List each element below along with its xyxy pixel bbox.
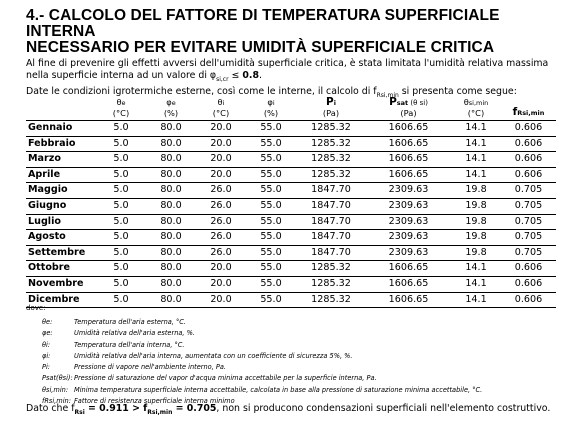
value-cell: 80.0 (146, 245, 196, 261)
month-cell: Ottobre (26, 261, 96, 277)
table-row (26, 152, 556, 168)
table-row (26, 167, 556, 183)
conclusion-mid-1: = 0.911 > f (84, 403, 148, 414)
value-cell: 0.705 (501, 214, 556, 230)
legend (26, 304, 566, 407)
legend-dove: dove: (26, 304, 46, 312)
title-line-2: NECESSARIO PER EVITARE UMIDITÀ SUPERFICIALE CRITICA (26, 39, 495, 56)
legend-description: Fattore di resistenza superficiale interna minimo (74, 397, 235, 406)
value-cell: 80.0 (146, 198, 196, 214)
value-cell: 80.0 (146, 167, 196, 183)
month-cell: Marzo (26, 152, 96, 168)
value-cell: 0.705 (501, 183, 556, 199)
table-row (26, 261, 556, 277)
value-cell: 1285.32 (296, 152, 366, 168)
value-cell: 14.1 (451, 276, 501, 292)
header-empty (26, 97, 96, 121)
table-row (26, 198, 556, 214)
legend-description: Temperatura dell'aria interna, °C. (74, 340, 185, 349)
value-cell: 80.0 (146, 152, 196, 168)
intro-line-2-op: ≤ (231, 70, 240, 81)
value-cell: 0.606 (501, 292, 556, 308)
value-cell: 20.0 (196, 121, 246, 137)
value-cell: 2309.63 (366, 198, 451, 214)
value-cell: 1606.65 (366, 167, 451, 183)
legend-items (26, 317, 566, 407)
intro-line-2-end: . (259, 70, 262, 81)
value-cell: 14.1 (451, 152, 501, 168)
header-cell: Psat (θ si) (Pa) (389, 96, 428, 118)
legend-symbol: φe: (42, 329, 53, 338)
value-cell: 5.0 (96, 245, 146, 261)
month-cell: Luglio (26, 214, 96, 230)
legend-symbol: Psat(θsi): (42, 374, 73, 383)
value-cell: 5.0 (96, 167, 146, 183)
value-cell: 26.0 (196, 183, 246, 199)
intro-line-1: Al fine di prevenire gli effetti avversi dell'umidità superficiale critica, è stata limitata l'umidità relativa massima (26, 58, 549, 69)
legend-description: Temperatura dell'aria esterna, °C. (74, 318, 186, 326)
value-cell: 55.0 (246, 214, 296, 230)
value-cell: 1606.65 (366, 121, 451, 137)
value-cell: 26.0 (196, 230, 246, 246)
value-cell: 20.0 (196, 152, 246, 168)
table-row (26, 183, 556, 199)
value-cell: 1847.70 (296, 198, 366, 214)
value-cell: 1285.32 (296, 261, 366, 277)
intro-line-3-suffix: si presenta come segue: (398, 85, 517, 97)
value-cell: 5.0 (96, 230, 146, 246)
intro-line-3-sub: Rsi,min (376, 91, 399, 99)
value-cell: 0.606 (501, 167, 556, 183)
header-cell: φe (%) (163, 97, 179, 118)
value-cell: 26.0 (196, 198, 246, 214)
table-row (26, 230, 556, 246)
legend-row (26, 385, 566, 396)
value-cell: 1285.32 (296, 136, 366, 152)
intro-line-3-prefix: Date le condizioni igrotermiche esterne, così come le interne, il calcolo di f (26, 85, 377, 97)
legend-symbol: φi: (42, 351, 51, 360)
value-cell: 55.0 (246, 167, 296, 183)
value-cell: 1606.65 (366, 276, 451, 292)
value-cell: 80.0 (146, 183, 196, 199)
value-cell: 14.1 (451, 292, 501, 308)
value-cell: 1285.32 (296, 167, 366, 183)
value-cell: 2309.63 (366, 214, 451, 230)
conclusion-prefix: Dato che f (26, 403, 75, 414)
value-cell: 55.0 (246, 245, 296, 261)
legend-symbol: θi: (42, 340, 51, 349)
value-cell: 5.0 (96, 152, 146, 168)
value-cell: 20.0 (196, 276, 246, 292)
value-cell: 55.0 (246, 198, 296, 214)
value-cell: 55.0 (246, 136, 296, 152)
section-title (26, 8, 556, 56)
value-cell: 0.705 (501, 245, 556, 261)
value-cell: 1606.65 (366, 261, 451, 277)
value-cell: 0.606 (501, 121, 556, 137)
table-row (26, 276, 556, 292)
month-cell: Aprile (26, 167, 96, 183)
value-cell: 5.0 (96, 183, 146, 199)
value-cell: 14.1 (451, 167, 501, 183)
value-cell: 5.0 (96, 292, 146, 308)
value-cell: 19.8 (451, 183, 501, 199)
value-cell: 1847.70 (296, 183, 366, 199)
value-cell: 80.0 (146, 292, 196, 308)
value-cell: 0.606 (501, 152, 556, 168)
header-cell: θe (°C) (112, 97, 130, 118)
value-cell: 20.0 (196, 292, 246, 308)
value-cell: 2309.63 (366, 183, 451, 199)
value-cell: 5.0 (96, 198, 146, 214)
value-cell: 14.1 (451, 136, 501, 152)
value-cell: 19.8 (451, 245, 501, 261)
value-cell: 5.0 (96, 276, 146, 292)
value-cell: 55.0 (246, 152, 296, 168)
legend-symbol: Pi: (42, 363, 51, 372)
value-cell: 20.0 (196, 167, 246, 183)
value-cell: 80.0 (146, 230, 196, 246)
legend-description: Minima temperatura superficiale interna accettabile, calcolata in base alla pressione di saturazione minima accettabile, °C. (74, 385, 483, 394)
header-cell: θsi,min (°C) (463, 97, 489, 118)
value-cell: 26.0 (196, 245, 246, 261)
conclusion (26, 403, 550, 416)
legend-row (26, 340, 566, 351)
legend-description: Pressione di vapore nell'ambiente interno, Pa. (74, 363, 227, 372)
legend-row (26, 351, 566, 362)
legend-row (26, 317, 566, 328)
value-cell: 14.1 (451, 261, 501, 277)
header-cell: φi (%) (263, 97, 279, 118)
value-cell: 55.0 (246, 230, 296, 246)
value-cell: 55.0 (246, 261, 296, 277)
value-cell: 19.8 (451, 198, 501, 214)
value-cell: 2309.63 (366, 245, 451, 261)
value-cell: 26.0 (196, 214, 246, 230)
value-cell: 55.0 (246, 276, 296, 292)
legend-description: Umidità relativa dell'aria interna, aumentata con un coefficiente di sicurezza 5%, %. (74, 351, 353, 360)
legend-symbol: fRsi,min: (42, 397, 71, 406)
value-cell: 1847.70 (296, 230, 366, 246)
month-cell: Dicembre (26, 292, 96, 308)
value-cell: 1606.65 (366, 292, 451, 308)
value-cell: 20.0 (196, 136, 246, 152)
month-cell: Novembre (26, 276, 96, 292)
value-cell: 55.0 (246, 121, 296, 137)
value-cell: 0.606 (501, 261, 556, 277)
month-cell: Giugno (26, 198, 96, 214)
value-cell: 1285.32 (296, 121, 366, 137)
value-cell: 5.0 (96, 214, 146, 230)
data-table (26, 97, 556, 308)
table-row (26, 121, 556, 137)
value-cell: 19.8 (451, 214, 501, 230)
value-cell: 19.8 (451, 230, 501, 246)
conclusion-sub-2: Rsi,min (147, 408, 173, 416)
month-cell: Gennaio (26, 121, 96, 137)
value-cell: 1847.70 (296, 214, 366, 230)
header-cell: θi (°C) (212, 97, 230, 118)
intro-line-2-value: 0.8 (242, 70, 259, 81)
table-row (26, 136, 556, 152)
table-row (26, 245, 556, 261)
document-page (26, 7, 556, 416)
title-line-1: 4.- CALCOLO DEL FATTORE DI TEMPERATURA SUPERFICIALE INTERNA (26, 7, 500, 40)
legend-row (26, 362, 566, 373)
value-cell: 1285.32 (296, 292, 366, 308)
value-cell: 55.0 (246, 183, 296, 199)
month-cell: Febbraio (26, 136, 96, 152)
value-cell: 55.0 (246, 292, 296, 308)
value-cell: 20.0 (196, 261, 246, 277)
month-cell: Agosto (26, 230, 96, 246)
legend-row (26, 373, 566, 384)
value-cell: 0.705 (501, 230, 556, 246)
table-header-row (26, 97, 556, 121)
value-cell: 0.606 (501, 136, 556, 152)
value-cell: 1606.65 (366, 152, 451, 168)
conclusion-suffix: , non si producono condensazioni superficiali nell'elemento costruttivo. (216, 403, 551, 414)
legend-description: Pressione di saturazione del vapor d'acqua minima accettabile per la superficie interna, Pa. (74, 374, 377, 383)
legend-symbol: θe: (42, 318, 53, 326)
legend-row (26, 328, 566, 339)
value-cell: 80.0 (146, 276, 196, 292)
month-cell: Settembre (26, 245, 96, 261)
table-row (26, 214, 556, 230)
legend-symbol: θsi,min: (42, 385, 69, 394)
intro-line-2-sub: si,cr (216, 75, 229, 83)
header-cell: fRsi,min (512, 106, 545, 118)
month-cell: Maggio (26, 183, 96, 199)
header-cell: Pi (Pa) (322, 96, 340, 118)
value-cell: 5.0 (96, 121, 146, 137)
value-cell: 1285.32 (296, 276, 366, 292)
value-cell: 5.0 (96, 261, 146, 277)
value-cell: 80.0 (146, 121, 196, 137)
value-cell: 5.0 (96, 136, 146, 152)
value-cell: 80.0 (146, 261, 196, 277)
value-cell: 0.606 (501, 276, 556, 292)
conclusion-mid-2: = 0.705 (172, 403, 217, 414)
legend-description: Umidità relativa dell'aria esterna, %. (74, 329, 195, 338)
value-cell: 1606.65 (366, 136, 451, 152)
value-cell: 80.0 (146, 136, 196, 152)
value-cell: 14.1 (451, 121, 501, 137)
intro-line-2-prefix: nella superficie interna ad un valore di φ (26, 70, 217, 81)
value-cell: 80.0 (146, 214, 196, 230)
conclusion-sub-1: Rsi (74, 408, 85, 416)
value-cell: 2309.63 (366, 230, 451, 246)
table-body (26, 121, 556, 308)
intro-paragraph (26, 58, 556, 102)
value-cell: 1847.70 (296, 245, 366, 261)
value-cell: 0.705 (501, 198, 556, 214)
